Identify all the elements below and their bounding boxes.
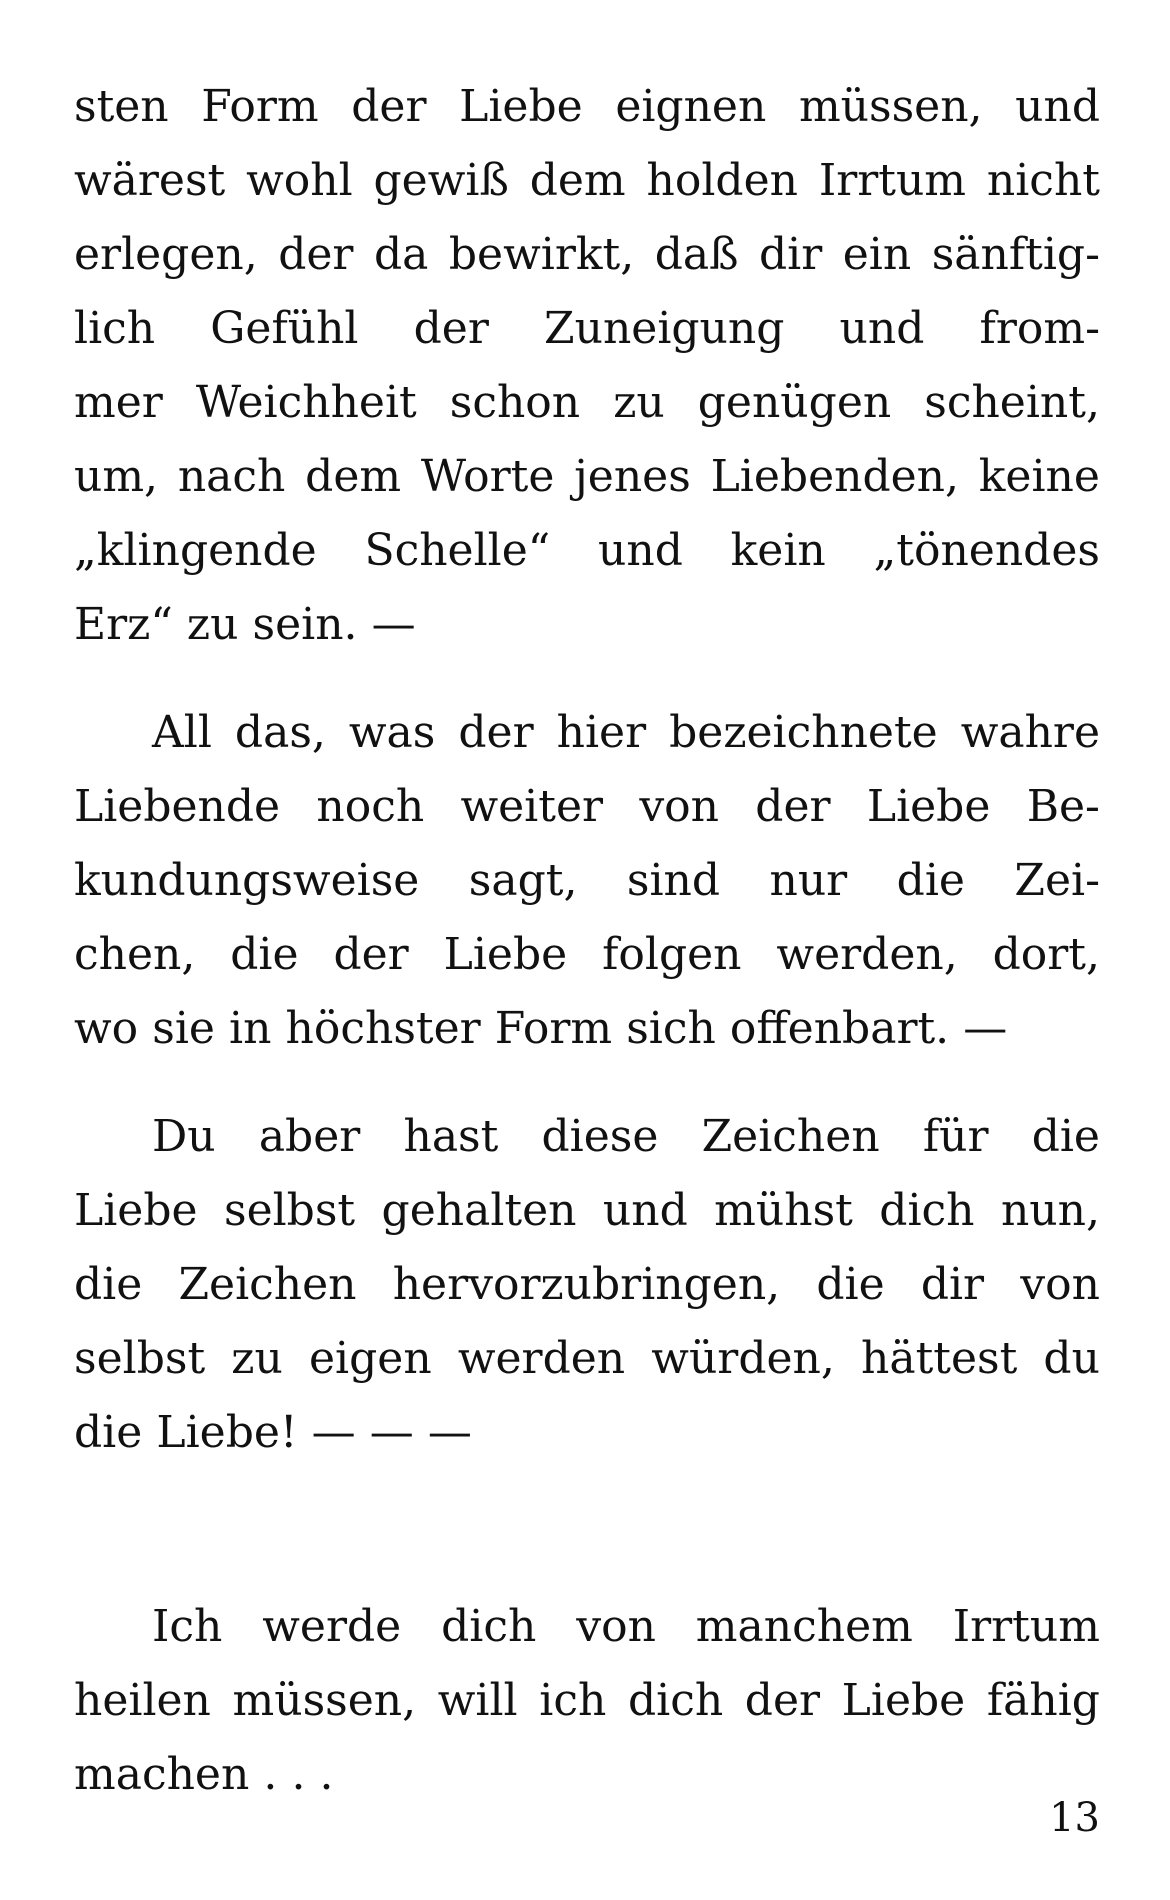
word: die <box>1031 1111 1100 1162</box>
word: und <box>598 525 683 576</box>
word: sich <box>626 1003 716 1054</box>
word: zu <box>231 1333 283 1384</box>
word: will <box>437 1675 518 1726</box>
word: — <box>369 1407 414 1458</box>
paragraph-gap <box>74 662 1100 696</box>
word: sein. <box>252 599 358 650</box>
text-line <box>74 844 1100 918</box>
word: dir <box>920 1259 985 1310</box>
paragraph-3 <box>74 1100 1100 1470</box>
text-line <box>74 218 1100 292</box>
word: dich <box>879 1185 975 1236</box>
word: lich <box>74 303 156 354</box>
word: gehalten <box>381 1185 577 1236</box>
word: hier <box>556 707 647 758</box>
word: eignen <box>615 81 767 132</box>
word: Weichheit <box>195 377 417 428</box>
word: Schelle“ <box>364 525 551 576</box>
word: — <box>963 1003 1008 1054</box>
word: kundungsweise <box>74 855 420 906</box>
word: kein <box>730 525 826 576</box>
word: — <box>311 1407 356 1458</box>
word: würden, <box>651 1333 835 1384</box>
word: und <box>839 303 925 354</box>
word: dich <box>627 1675 724 1726</box>
word: die <box>816 1259 885 1310</box>
word: Irrtum <box>818 155 967 206</box>
word: machen <box>74 1749 250 1800</box>
word: der <box>413 303 489 354</box>
word: ein <box>842 229 912 280</box>
text-line <box>74 70 1100 144</box>
word: — <box>427 1407 472 1458</box>
word: daß <box>654 229 739 280</box>
text-line <box>74 1738 1100 1812</box>
book-page <box>74 70 1100 1812</box>
word: „tönendes <box>873 525 1100 576</box>
word: der <box>351 81 427 132</box>
word: selbst <box>223 1185 356 1236</box>
word: Liebenden, <box>710 451 959 502</box>
word: Liebe <box>459 81 583 132</box>
word: scheint, <box>924 377 1100 428</box>
word: von <box>639 781 719 832</box>
word: . <box>291 1749 306 1800</box>
word: Du <box>152 1111 216 1162</box>
word: dir <box>758 229 823 280</box>
word: diese <box>541 1111 659 1162</box>
word: Gefühl <box>210 303 359 354</box>
word: und <box>1015 81 1100 132</box>
word: der <box>744 1675 821 1726</box>
word: Liebe <box>443 929 568 980</box>
word: werden <box>457 1333 626 1384</box>
word: wärest <box>74 155 226 206</box>
text-line <box>74 992 1100 1066</box>
word: sie <box>152 1003 215 1054</box>
word: der <box>333 929 409 980</box>
word: gewiß <box>373 155 509 206</box>
word: Zeichen <box>178 1259 357 1310</box>
word: müssen, <box>232 1675 417 1726</box>
word: Worte <box>420 451 555 502</box>
word: Irrtum <box>952 1601 1100 1652</box>
word: fähig <box>986 1675 1100 1726</box>
word: müssen, <box>798 81 983 132</box>
word: erlegen, <box>74 229 258 280</box>
word: sänftig- <box>931 229 1100 280</box>
word: werde <box>262 1601 402 1652</box>
word: folgen <box>602 929 742 980</box>
word: Liebe! <box>156 1407 298 1458</box>
word: sind <box>626 855 721 906</box>
word: selbst <box>74 1333 206 1384</box>
word: Zeichen <box>701 1111 880 1162</box>
word: zu <box>186 599 239 650</box>
word: der <box>755 781 831 832</box>
word: hast <box>403 1111 499 1162</box>
word: offenbart. <box>729 1003 950 1054</box>
word: was <box>348 707 436 758</box>
word: werden, <box>776 929 958 980</box>
text-line <box>74 292 1100 366</box>
word: wohl <box>246 155 353 206</box>
text-line <box>74 144 1100 218</box>
text-line <box>74 696 1100 770</box>
word: du <box>1043 1333 1100 1384</box>
word: schon <box>449 377 581 428</box>
word: dem <box>305 451 402 502</box>
word: jenes <box>574 451 691 502</box>
word: in <box>229 1003 272 1054</box>
paragraph-gap <box>74 1066 1100 1100</box>
word: mer <box>74 377 163 428</box>
word: die <box>74 1259 143 1310</box>
word: Liebe <box>866 781 991 832</box>
word: die <box>74 1407 143 1458</box>
word: from- <box>979 303 1100 354</box>
word: von <box>1020 1259 1100 1310</box>
word: Form <box>201 81 319 132</box>
text-line <box>74 1100 1100 1174</box>
word: dich <box>441 1601 537 1652</box>
word: hervorzubringen, <box>392 1259 781 1310</box>
section-gap <box>74 1470 1100 1590</box>
word: um, <box>74 451 159 502</box>
text-line <box>74 1664 1100 1738</box>
word: für <box>922 1111 989 1162</box>
paragraph-2 <box>74 696 1100 1066</box>
word: dort, <box>992 929 1100 980</box>
word: eigen <box>309 1333 432 1384</box>
word: Liebe <box>841 1675 966 1726</box>
word: . <box>319 1749 334 1800</box>
word: nach <box>177 451 286 502</box>
text-line <box>74 1248 1100 1322</box>
word: aber <box>258 1111 361 1162</box>
word: . <box>263 1749 278 1800</box>
word: die <box>230 929 299 980</box>
text-line <box>74 770 1100 844</box>
text-line <box>74 514 1100 588</box>
word: bezeichnete <box>669 707 938 758</box>
word: Zei- <box>1014 855 1100 906</box>
word: sten <box>74 81 169 132</box>
word: Liebende <box>74 781 281 832</box>
text-line <box>74 1396 1100 1470</box>
word: bewirkt, <box>448 229 635 280</box>
text-line <box>74 1174 1100 1248</box>
word: wahre <box>960 707 1100 758</box>
text-line <box>74 588 1100 662</box>
text-line <box>74 918 1100 992</box>
word: nun, <box>1000 1185 1100 1236</box>
text-line <box>74 366 1100 440</box>
word: holden <box>646 155 798 206</box>
word: da <box>373 229 429 280</box>
text-line <box>74 1322 1100 1396</box>
word: manchem <box>695 1601 913 1652</box>
word: die <box>896 855 965 906</box>
word: „klingende <box>74 525 317 576</box>
word: Liebe <box>74 1185 198 1236</box>
word: genügen <box>697 377 892 428</box>
word: höchster <box>285 1003 481 1054</box>
word: All <box>152 707 212 758</box>
word: chen, <box>74 929 196 980</box>
word: nur <box>769 855 848 906</box>
paragraph-4 <box>74 1590 1100 1812</box>
text-line <box>74 440 1100 514</box>
word: keine <box>978 451 1100 502</box>
word: Be- <box>1026 781 1100 832</box>
word: zu <box>613 377 665 428</box>
word: dem <box>529 155 626 206</box>
word: nicht <box>986 155 1100 206</box>
word: Ich <box>152 1601 223 1652</box>
word: Erz“ <box>74 599 173 650</box>
word: noch <box>316 781 425 832</box>
word: heilen <box>74 1675 211 1726</box>
word: der <box>278 229 354 280</box>
page-number: 13 <box>1049 1795 1100 1841</box>
word: Zuneigung <box>544 303 785 354</box>
word: weiter <box>460 781 604 832</box>
word: mühst <box>714 1185 853 1236</box>
word: hättest <box>861 1333 1018 1384</box>
word: ich <box>539 1675 607 1726</box>
word: sagt, <box>468 855 578 906</box>
paragraph-1 <box>74 70 1100 662</box>
text-line <box>74 1590 1100 1664</box>
word: wo <box>74 1003 139 1054</box>
word: und <box>602 1185 688 1236</box>
word: — <box>371 599 416 650</box>
word: von <box>576 1601 656 1652</box>
word: der <box>458 707 534 758</box>
word: das, <box>234 707 326 758</box>
word: Form <box>494 1003 613 1054</box>
